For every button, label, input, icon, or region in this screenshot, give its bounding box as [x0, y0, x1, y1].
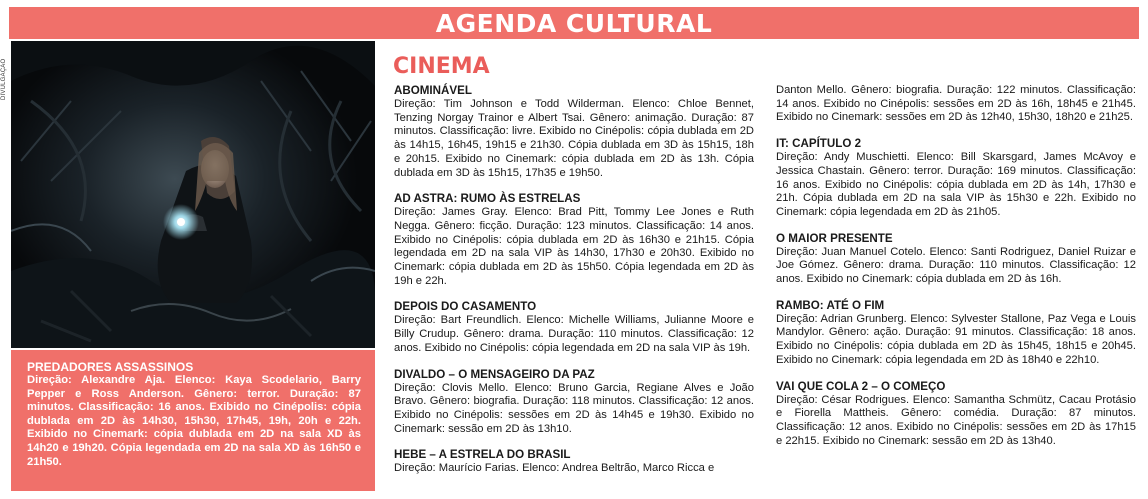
featured-movie-title: PREDADORES ASSASSINOS	[27, 360, 194, 374]
movie-title: O MAIOR PRESENTE	[776, 231, 893, 245]
movie-details: Direção: Tim Johnson e Todd Wilderman. Elenco: Chloe Bennet, Tenzing Norgay Trainor e Albert Tsai. Gênero: animação. Duração: 87 minutos. Classificação: livre. Exibido no Cinépolis: cópia dublada em 2D às 14h15, 16h45, 19h15 e 21h30. Cópia dublada em 3D às 15h15, 18h e 20h15. Exibido no Cinemark: cópia dublada em 2D às 13h. Cópia dublada em 3D às 15h15, 17h35 e 19h50.	[394, 98, 754, 179]
movie-details: Direção: Juan Manuel Cotelo. Elenco: Santi Rodriguez, Daniel Ruizar e Joe Gómez. Gênero: drama. Duração: 110 minutos. Classificação: 12 anos. Exibido no Cinemark: cópia dublada em 2D às 16h.	[776, 245, 1136, 286]
movie-title: DEPOIS DO CASAMENTO	[394, 300, 537, 314]
movie-entry	[776, 232, 1136, 287]
movie-details: Direção: Bart Freundlich. Elenco: Michelle Williams, Julianne Moore e Billy Crudup. Gênero: drama. Duração: 110 minutos. Classificação: 12 anos. Exibido no Cinépolis: cópia legendada em 2D na sala VIP às 19h.	[394, 314, 754, 354]
movie-entry	[776, 380, 1136, 449]
movie-title: ABOMINÁVEL	[394, 84, 472, 97]
movie-details: Direção: Clovis Mello. Elenco: Bruno Garcia, Regiane Alves e João Bravo. Gênero: biografia. Duração: 118 minutos. Classificação: 12 anos. Exibido no Cinépolis: sessões em 2D às 14h45 e 19h30. Exibido no Cinemark: sessão em 2D às 13h10.	[394, 381, 754, 435]
movie-details: Direção: César Rodrigues. Elenco: Samantha Schmütz, Cacau Protásio e Fiorella Mattheis. Gênero: comédia. Duração: 87 minutos. Classificação: 12 anos. Exibido no Cinépolis: sessões em 2D às 17h15 e 22h15. Exibido no Cinemark: sessão em 2D às 13h40.	[776, 393, 1136, 447]
movie-details: Danton Mello. Gênero: biografia. Duração: 122 minutos. Classificação: 14 anos. Exibido no Cinépolis: sessões em 2D às 16h, 18h45 e 21h45. Exibido no Cinemark: sessões em 2D às 12h40, 15h30, 18h20 e 21h25.	[776, 84, 1136, 124]
movie-title: VAI QUE COLA 2 – O COMEÇO	[776, 379, 946, 393]
movie-details: Direção: Adrian Grunberg. Elenco: Sylvester Stallone, Paz Vega e Louis Mandylor. Gênero: ação. Duração: 91 minutos. Classificação: 18 anos. Exibido no Cinépolis: cópia dublada em 2D às 15h45, 18h15 e 20h45. Exibido no Cinemark: cópia legendada em 2D às 18h40 e 22h10.	[776, 312, 1136, 366]
movie-entry-continued	[776, 84, 1136, 125]
featured-movie-details: Direção: Alexandre Aja. Elenco: Kaya Scodelario, Barry Pepper e Ross Anderson. Gênero: terror. Duração: 87 minutos. Classificação: 16 anos. Exibido no Cinépolis: cópia dublada em 2D às 14h30, 15h30, 17h45, 19h, 20h e 22h. Exibido no Cinemark: cópia dublada em 2D na sala XD às 14h20 e 19h20. Cópia legendada em 2D na sala XD às 16h50 e 21h50.	[27, 374, 361, 468]
listings-column-right	[776, 84, 1136, 460]
movie-entry	[394, 368, 754, 437]
movie-details: Direção: Maurício Farias. Elenco: Andrea Beltrão, Marco Ricca e	[394, 462, 715, 475]
movie-title: AD ASTRA: RUMO ÀS ESTRELAS	[394, 192, 581, 206]
page-title: AGENDA CULTURAL	[435, 8, 713, 38]
photo-credit: DIVULGAÇÃO	[1, 58, 7, 100]
movie-title: RAMBO: ATÉ O FIM	[776, 298, 885, 312]
movie-entry	[776, 137, 1136, 220]
movie-title: HEBE – A ESTRELA DO BRASIL	[394, 448, 571, 462]
movie-entry	[394, 84, 754, 180]
movie-entry	[776, 299, 1136, 368]
movie-still-photo	[11, 41, 375, 348]
header-banner	[9, 7, 1139, 39]
movie-title: IT: CAPÍTULO 2	[776, 137, 862, 151]
movie-still-illustration	[11, 41, 375, 348]
movie-details: Direção: Andy Muschietti. Elenco: Bill Skarsgard, James McAvoy e Jessica Chastain. Gênero: terror. Duração: 169 minutos. Classificação: 16 anos. Exibido no Cinépolis: cópia dublada em 2D às 14h, 17h30 e 21h. Cópia dublada em 2D na sala VIP às 15h30 e 22h. Exibido no Cinemark: cópia legendada em 2D às 21h05.	[776, 151, 1136, 218]
movie-entry	[394, 300, 754, 355]
listings-column-left	[394, 84, 754, 488]
movie-title: DIVALDO – O MENSAGEIRO DA PAZ	[394, 367, 595, 381]
featured-movie-box	[11, 350, 375, 491]
section-heading-cinema: CINEMA	[393, 54, 490, 79]
movie-entry	[394, 192, 754, 288]
movie-entry	[394, 448, 754, 476]
movie-details: Direção: James Gray. Elenco: Brad Pitt, Tommy Lee Jones e Ruth Negga. Gênero: ficção. Duração: 123 minutos. Classificação: 14 anos. Exibido no Cinépolis: cópia dublada em 2D às 16h30 e 21h15. Cópia legendada em 2D na sala VIP às 14h30, 17h30 e 20h30. Exibido no Cinemark: cópia dublada em 2D às 15h50. Cópia legendada em 2D às 19h e 22h.	[394, 206, 754, 287]
